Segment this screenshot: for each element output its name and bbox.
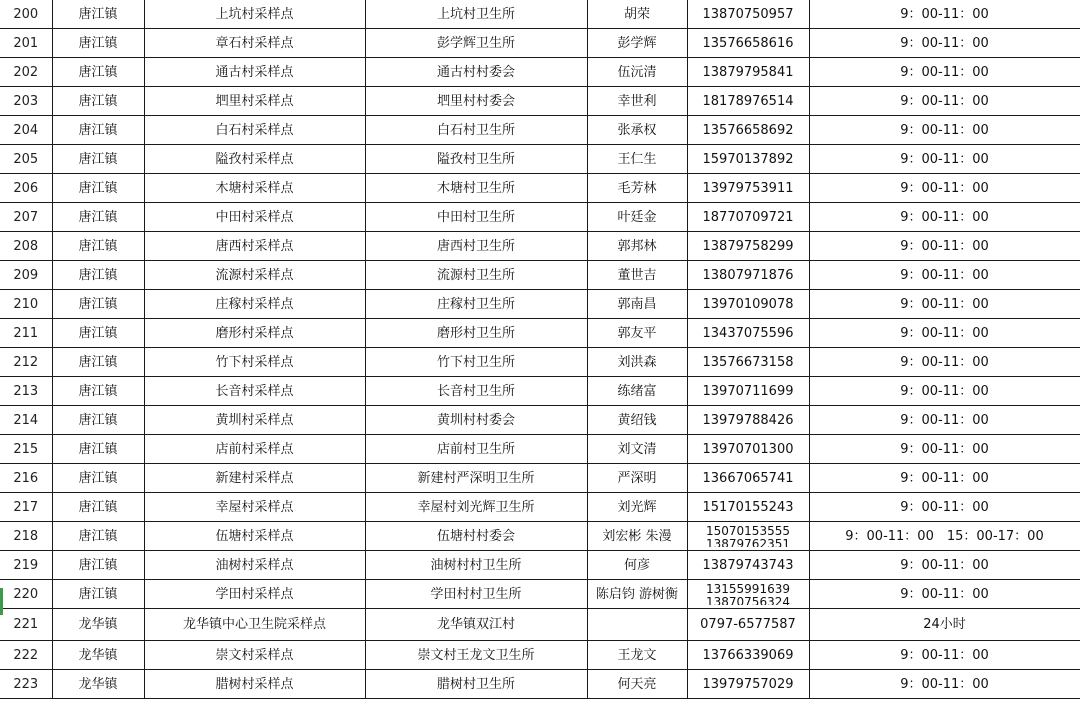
phone-number: 13979753911 (702, 180, 794, 196)
location-cell[interactable]: 隘孜村卫生所 (365, 145, 587, 174)
sampling-site-cell[interactable]: 通古村采样点 (144, 58, 365, 87)
contact-person-cell[interactable]: 幸世利 (587, 87, 687, 116)
contact-person-cell[interactable]: 郭友平 (587, 319, 687, 348)
town-cell[interactable]: 唐江镇 (52, 290, 144, 319)
contact-person-cell[interactable]: 叶廷金 (587, 203, 687, 232)
town-cell[interactable]: 唐江镇 (52, 174, 144, 203)
location-cell[interactable]: 新建村严深明卫生所 (365, 464, 587, 493)
contact-person-cell[interactable]: 郭邦林 (587, 232, 687, 261)
hours-cell[interactable]: 9：00-11：00 (809, 670, 1080, 699)
hours-cell[interactable]: 9：00-11：00 (809, 87, 1080, 116)
contact-person-cell[interactable]: 何天亮 (587, 670, 687, 699)
contact-person-cell[interactable]: 郭南昌 (587, 290, 687, 319)
contact-person-cell[interactable]: 刘宏彬 朱漫 (587, 522, 687, 551)
phone-cell[interactable] (687, 261, 809, 290)
contact-person-cell[interactable]: 刘洪森 (587, 348, 687, 377)
phone-number: 15970137892 (702, 151, 794, 167)
table-row[interactable] (0, 348, 1080, 377)
location-cell[interactable]: 磨形村卫生所 (365, 319, 587, 348)
phone-number: 0797-6577587 (700, 617, 796, 632)
contact-person-cell[interactable]: 彭学辉 (587, 29, 687, 58)
phone-cell[interactable] (687, 464, 809, 493)
town-cell[interactable]: 唐江镇 (52, 580, 144, 609)
table-row[interactable] (0, 174, 1080, 203)
hours-cell[interactable]: 9：00-11：00 (809, 464, 1080, 493)
town-cell[interactable]: 唐江镇 (52, 406, 144, 435)
sampling-site-cell[interactable]: 学田村采样点 (144, 580, 365, 609)
row-number-cell[interactable]: 209 (0, 261, 52, 290)
phone-cell[interactable] (687, 232, 809, 261)
town-cell[interactable]: 龙华镇 (52, 670, 144, 699)
sampling-site-cell[interactable]: 店前村采样点 (144, 435, 365, 464)
row-number-cell[interactable]: 213 (0, 377, 52, 406)
phone-number: 13879743743 (702, 557, 794, 573)
row-number-cell[interactable]: 215 (0, 435, 52, 464)
phone-number: 13667065741 (702, 470, 794, 486)
row-number-cell[interactable]: 210 (0, 290, 52, 319)
table-row[interactable] (0, 319, 1080, 348)
phone-cell[interactable] (687, 174, 809, 203)
phone-number: 13437075596 (702, 325, 794, 341)
table-row[interactable] (0, 435, 1080, 464)
row-number-cell[interactable]: 217 (0, 493, 52, 522)
hours-cell[interactable]: 9：00-11：00 (809, 58, 1080, 87)
phone-cell[interactable] (687, 406, 809, 435)
table-row[interactable] (0, 641, 1080, 670)
sampling-site-cell[interactable]: 中田村采样点 (144, 203, 365, 232)
location-cell[interactable]: 垇里村村委会 (365, 87, 587, 116)
town-cell[interactable]: 唐江镇 (52, 87, 144, 116)
phone-cell[interactable] (687, 348, 809, 377)
phone-cell[interactable] (687, 493, 809, 522)
table-row[interactable] (0, 609, 1080, 641)
row-number-cell[interactable]: 212 (0, 348, 52, 377)
row-number-cell[interactable]: 221 (0, 609, 52, 641)
location-cell[interactable]: 中田村卫生所 (365, 203, 587, 232)
table-row[interactable] (0, 261, 1080, 290)
town-cell[interactable]: 龙华镇 (52, 609, 144, 641)
row-number-cell[interactable]: 216 (0, 464, 52, 493)
contact-person-cell[interactable]: 毛芳林 (587, 174, 687, 203)
hours-cell[interactable]: 9：00-11：00 (809, 116, 1080, 145)
phone-number: 13879758299 (702, 238, 794, 254)
phone-cell[interactable] (687, 670, 809, 699)
phone-number: 15170155243 (702, 499, 794, 515)
contact-person-cell[interactable]: 陈启钧 游树衡 (587, 580, 687, 609)
town-cell[interactable]: 唐江镇 (52, 116, 144, 145)
hours-cell[interactable]: 9：00-11：00 (809, 29, 1080, 58)
row-number-cell[interactable]: 200 (0, 0, 52, 29)
town-cell[interactable]: 唐江镇 (52, 145, 144, 174)
phone-number: 13970711699 (702, 383, 794, 399)
phone-number: 13970701300 (702, 441, 794, 457)
phone-cell[interactable] (687, 609, 809, 641)
sampling-site-cell[interactable]: 流源村采样点 (144, 261, 365, 290)
sampling-site-cell[interactable]: 唐西村采样点 (144, 232, 365, 261)
row-number-cell[interactable]: 214 (0, 406, 52, 435)
row-number-cell[interactable]: 223 (0, 670, 52, 699)
row-number-cell[interactable]: 206 (0, 174, 52, 203)
contact-person-cell[interactable]: 王仁生 (587, 145, 687, 174)
contact-person-cell[interactable]: 严深明 (587, 464, 687, 493)
phone-cell[interactable] (687, 319, 809, 348)
phone-cell[interactable] (687, 641, 809, 670)
hours-cell[interactable]: 9：00-11：00 (809, 203, 1080, 232)
table-row[interactable] (0, 29, 1080, 58)
town-cell[interactable]: 唐江镇 (52, 377, 144, 406)
contact-person-cell[interactable]: 黄绍钱 (587, 406, 687, 435)
location-cell[interactable]: 油树村村卫生所 (365, 551, 587, 580)
phone-number: 13576658616 (702, 35, 794, 51)
hours-cell[interactable]: 9：00-11：00 (809, 377, 1080, 406)
table-row[interactable] (0, 406, 1080, 435)
phone-cell[interactable] (687, 116, 809, 145)
phone-number: 13870756324 (706, 596, 790, 605)
phone-cell[interactable] (687, 87, 809, 116)
row-number-cell[interactable]: 205 (0, 145, 52, 174)
phone-cell[interactable] (687, 58, 809, 87)
row-number-cell[interactable]: 211 (0, 319, 52, 348)
phone-cell[interactable] (687, 377, 809, 406)
location-cell[interactable]: 通古村村委会 (365, 58, 587, 87)
table-row[interactable] (0, 116, 1080, 145)
phone-cell[interactable] (687, 29, 809, 58)
table-row[interactable] (0, 580, 1080, 609)
phone-cell[interactable] (687, 580, 809, 609)
hours-cell[interactable]: 9：00-11：00 15：00-17：00 (809, 522, 1080, 551)
phone-cell[interactable] (687, 203, 809, 232)
hours-cell[interactable]: 9：00-11：00 (809, 641, 1080, 670)
town-cell[interactable]: 唐江镇 (52, 232, 144, 261)
phone-number: 13807971876 (702, 267, 794, 283)
table-row[interactable] (0, 145, 1080, 174)
town-cell[interactable]: 唐江镇 (52, 435, 144, 464)
sampling-site-cell[interactable]: 油树村采样点 (144, 551, 365, 580)
town-cell[interactable]: 唐江镇 (52, 203, 144, 232)
sampling-site-cell[interactable]: 伍塘村采样点 (144, 522, 365, 551)
hours-cell[interactable]: 9：00-11：00 (809, 261, 1080, 290)
town-cell[interactable]: 唐江镇 (52, 29, 144, 58)
row-number-cell[interactable]: 201 (0, 29, 52, 58)
hours-cell[interactable]: 24小时 (809, 609, 1080, 641)
phone-cell[interactable] (687, 145, 809, 174)
contact-person-cell[interactable]: 练绪富 (587, 377, 687, 406)
table-row[interactable] (0, 493, 1080, 522)
contact-person-cell[interactable]: 刘文清 (587, 435, 687, 464)
contact-person-cell[interactable]: 张承权 (587, 116, 687, 145)
hours-cell[interactable]: 9：00-11：00 (809, 580, 1080, 609)
phone-number: 18178976514 (702, 93, 794, 109)
town-cell[interactable]: 唐江镇 (52, 348, 144, 377)
location-cell[interactable]: 黄圳村村委会 (365, 406, 587, 435)
location-cell[interactable]: 庄稼村卫生所 (365, 290, 587, 319)
location-cell[interactable]: 伍塘村村委会 (365, 522, 587, 551)
hours-cell[interactable]: 9：00-11：00 (809, 290, 1080, 319)
table-row[interactable] (0, 0, 1080, 29)
contact-person-cell[interactable]: 王龙文 (587, 641, 687, 670)
phone-number: 15070153555 (706, 524, 790, 538)
table-row[interactable] (0, 58, 1080, 87)
row-number-cell[interactable]: 219 (0, 551, 52, 580)
town-cell[interactable]: 唐江镇 (52, 261, 144, 290)
sampling-site-cell[interactable]: 腊树村采样点 (144, 670, 365, 699)
contact-person-cell[interactable]: 伍沅清 (587, 58, 687, 87)
location-cell[interactable]: 店前村卫生所 (365, 435, 587, 464)
phone-number: 13576673158 (702, 354, 794, 370)
table-row[interactable] (0, 377, 1080, 406)
phone-number: 13155991639 (706, 582, 790, 596)
location-cell[interactable]: 崇文村王龙文卫生所 (365, 641, 587, 670)
phone-number: 13979757029 (702, 676, 794, 692)
location-cell[interactable]: 流源村卫生所 (365, 261, 587, 290)
sampling-site-cell[interactable]: 垇里村采样点 (144, 87, 365, 116)
town-cell[interactable]: 唐江镇 (52, 319, 144, 348)
sampling-site-cell[interactable]: 章石村采样点 (144, 29, 365, 58)
sampling-site-cell[interactable]: 上坑村采样点 (144, 0, 365, 29)
table-row[interactable] (0, 232, 1080, 261)
location-cell[interactable]: 幸屋村刘光辉卫生所 (365, 493, 587, 522)
hours-cell[interactable]: 9：00-11：00 (809, 551, 1080, 580)
phone-number: 13879795841 (702, 64, 794, 80)
table-row[interactable] (0, 522, 1080, 551)
location-cell[interactable]: 学田村村卫生所 (365, 580, 587, 609)
hours-cell[interactable]: 9：00-11：00 (809, 319, 1080, 348)
town-cell[interactable]: 唐江镇 (52, 0, 144, 29)
row-number-cell[interactable]: 202 (0, 58, 52, 87)
hours-cell[interactable]: 9：00-11：00 (809, 406, 1080, 435)
row-number-cell[interactable]: 203 (0, 87, 52, 116)
phone-number: 18770709721 (702, 209, 794, 225)
hours-cell[interactable]: 9：00-11：00 (809, 493, 1080, 522)
contact-person-cell[interactable]: 何彦 (587, 551, 687, 580)
hours-cell[interactable]: 9：00-11：00 (809, 348, 1080, 377)
phone-cell[interactable] (687, 0, 809, 29)
sampling-site-cell[interactable]: 长音村采样点 (144, 377, 365, 406)
table-row[interactable] (0, 203, 1080, 232)
sampling-site-cell[interactable]: 木塘村采样点 (144, 174, 365, 203)
contact-person-cell[interactable]: 刘光辉 (587, 493, 687, 522)
row-number-cell[interactable]: 220 (0, 580, 52, 609)
hours-cell[interactable]: 9：00-11：00 (809, 435, 1080, 464)
sampling-site-cell[interactable]: 黄圳村采样点 (144, 406, 365, 435)
phone-number: 13979788426 (702, 412, 794, 428)
table-row[interactable] (0, 551, 1080, 580)
row-selection-marker (0, 588, 3, 615)
location-cell[interactable]: 龙华镇双江村 (365, 609, 587, 641)
location-cell[interactable]: 腊树村卫生所 (365, 670, 587, 699)
contact-person-cell[interactable]: 胡荣 (587, 0, 687, 29)
sampling-site-cell[interactable]: 庄稼村采样点 (144, 290, 365, 319)
phone-number: 13576658692 (702, 122, 794, 138)
town-cell[interactable]: 唐江镇 (52, 58, 144, 87)
location-cell[interactable]: 木塘村卫生所 (365, 174, 587, 203)
sampling-site-cell[interactable]: 竹下村采样点 (144, 348, 365, 377)
contact-person-cell[interactable]: 董世吉 (587, 261, 687, 290)
phone-number: 13870750957 (702, 6, 794, 22)
phone-cell[interactable] (687, 290, 809, 319)
location-cell[interactable]: 长音村卫生所 (365, 377, 587, 406)
sampling-site-cell[interactable]: 崇文村采样点 (144, 641, 365, 670)
sampling-site-cell[interactable]: 新建村采样点 (144, 464, 365, 493)
table-row[interactable] (0, 290, 1080, 319)
contact-person-cell[interactable] (587, 609, 687, 641)
sampling-site-cell[interactable]: 磨形村采样点 (144, 319, 365, 348)
hours-cell[interactable]: 9：00-11：00 (809, 145, 1080, 174)
town-cell[interactable]: 唐江镇 (52, 493, 144, 522)
row-number-cell[interactable]: 218 (0, 522, 52, 551)
town-cell[interactable]: 龙华镇 (52, 641, 144, 670)
hours-cell[interactable]: 9：00-11：00 (809, 232, 1080, 261)
row-number-cell[interactable]: 222 (0, 641, 52, 670)
phone-number: 13879762351 (706, 538, 790, 547)
row-number-cell[interactable]: 207 (0, 203, 52, 232)
location-cell[interactable]: 唐西村卫生所 (365, 232, 587, 261)
row-number-cell[interactable]: 204 (0, 116, 52, 145)
location-cell[interactable]: 白石村卫生所 (365, 116, 587, 145)
sampling-site-cell[interactable]: 白石村采样点 (144, 116, 365, 145)
town-cell[interactable]: 唐江镇 (52, 551, 144, 580)
table-row[interactable] (0, 464, 1080, 493)
phone-cell[interactable] (687, 435, 809, 464)
phone-cell[interactable] (687, 522, 809, 551)
sampling-site-cell[interactable]: 龙华镇中心卫生院采样点 (144, 609, 365, 641)
location-cell[interactable]: 上坑村卫生所 (365, 0, 587, 29)
phone-cell[interactable] (687, 551, 809, 580)
location-cell[interactable]: 彭学辉卫生所 (365, 29, 587, 58)
hours-cell[interactable]: 9：00-11：00 (809, 174, 1080, 203)
table-row[interactable] (0, 87, 1080, 116)
phone-number: 13970109078 (702, 296, 794, 312)
location-cell[interactable]: 竹下村卫生所 (365, 348, 587, 377)
town-cell[interactable]: 唐江镇 (52, 464, 144, 493)
town-cell[interactable]: 唐江镇 (52, 522, 144, 551)
table-row[interactable] (0, 670, 1080, 699)
row-number-cell[interactable]: 208 (0, 232, 52, 261)
hours-cell[interactable]: 9：00-11：00 (809, 0, 1080, 29)
sampling-site-cell[interactable]: 幸屋村采样点 (144, 493, 365, 522)
phone-number: 13766339069 (702, 647, 794, 663)
sampling-site-cell[interactable]: 隘孜村采样点 (144, 145, 365, 174)
